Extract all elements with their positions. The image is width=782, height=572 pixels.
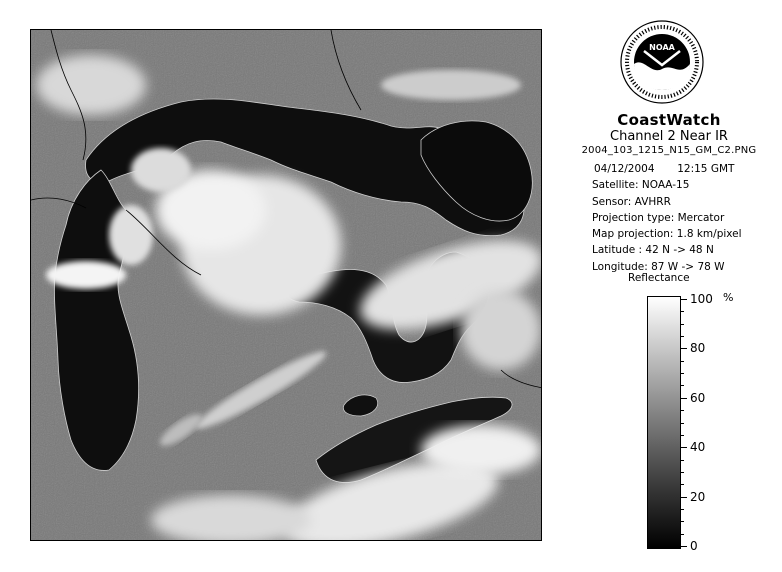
channel-label: Channel 2 Near IR [610,129,728,144]
scale-major-tick [681,546,687,547]
scale-minor-tick [681,460,684,461]
noaa-logo [619,19,705,105]
scale-minor-tick [681,435,684,436]
scale-tick-label: 0 [690,539,698,553]
time-value: 12:15 GMT [677,163,735,175]
sensor-value: Sensor: AVHRR [592,195,671,208]
scale-minor-tick [681,534,684,535]
color-scale-bar [647,296,681,549]
scale-minor-tick [681,484,684,485]
scale-minor-tick [681,410,684,411]
scale-minor-tick [681,521,684,522]
map-projection-value: Map projection: 1.8 km/pixel [592,228,742,241]
scale-tick-label: 100 [690,292,713,306]
scale-minor-tick [681,311,684,312]
date-value: 04/12/2004 [594,163,655,175]
scale-major-tick [681,497,687,498]
scale-major-tick [681,348,687,349]
date-time-row [592,161,782,177]
metadata-block [592,161,782,275]
logo-text: NOAA [649,43,675,52]
scale-minor-tick [681,373,684,374]
scale-tick-label: 60 [690,391,706,405]
scale-title: Reflectance [628,272,690,284]
scale-tick-label: 80 [690,341,706,355]
latitude-value: Latitude : 42 N -> 48 N [592,244,714,257]
scale-minor-tick [681,385,684,386]
scale-major-tick [681,299,687,300]
scale-minor-tick [681,324,684,325]
scale-tick-label: 40 [690,440,706,454]
map-image [31,30,542,541]
file-name: 2004_103_1215_N15_GM_C2.PNG [581,145,757,156]
longitude-value: Longitude: 87 W -> 78 W [592,260,725,273]
scale-minor-tick [681,472,684,473]
scale-minor-tick [681,423,684,424]
scale-major-tick [681,398,687,399]
satellite-value: Satellite: NOAA-15 [592,179,690,192]
brand-title: CoastWatch [617,111,721,129]
scale-minor-tick [681,336,684,337]
scale-tick-label: 20 [690,490,706,504]
projection-type-value: Projection type: Mercator [592,211,725,224]
scale-minor-tick [681,361,684,362]
scale-unit: % [723,291,734,304]
satellite-map [30,29,542,541]
scale-minor-tick [681,509,684,510]
info-panel [566,111,772,273]
scale-major-tick [681,447,687,448]
